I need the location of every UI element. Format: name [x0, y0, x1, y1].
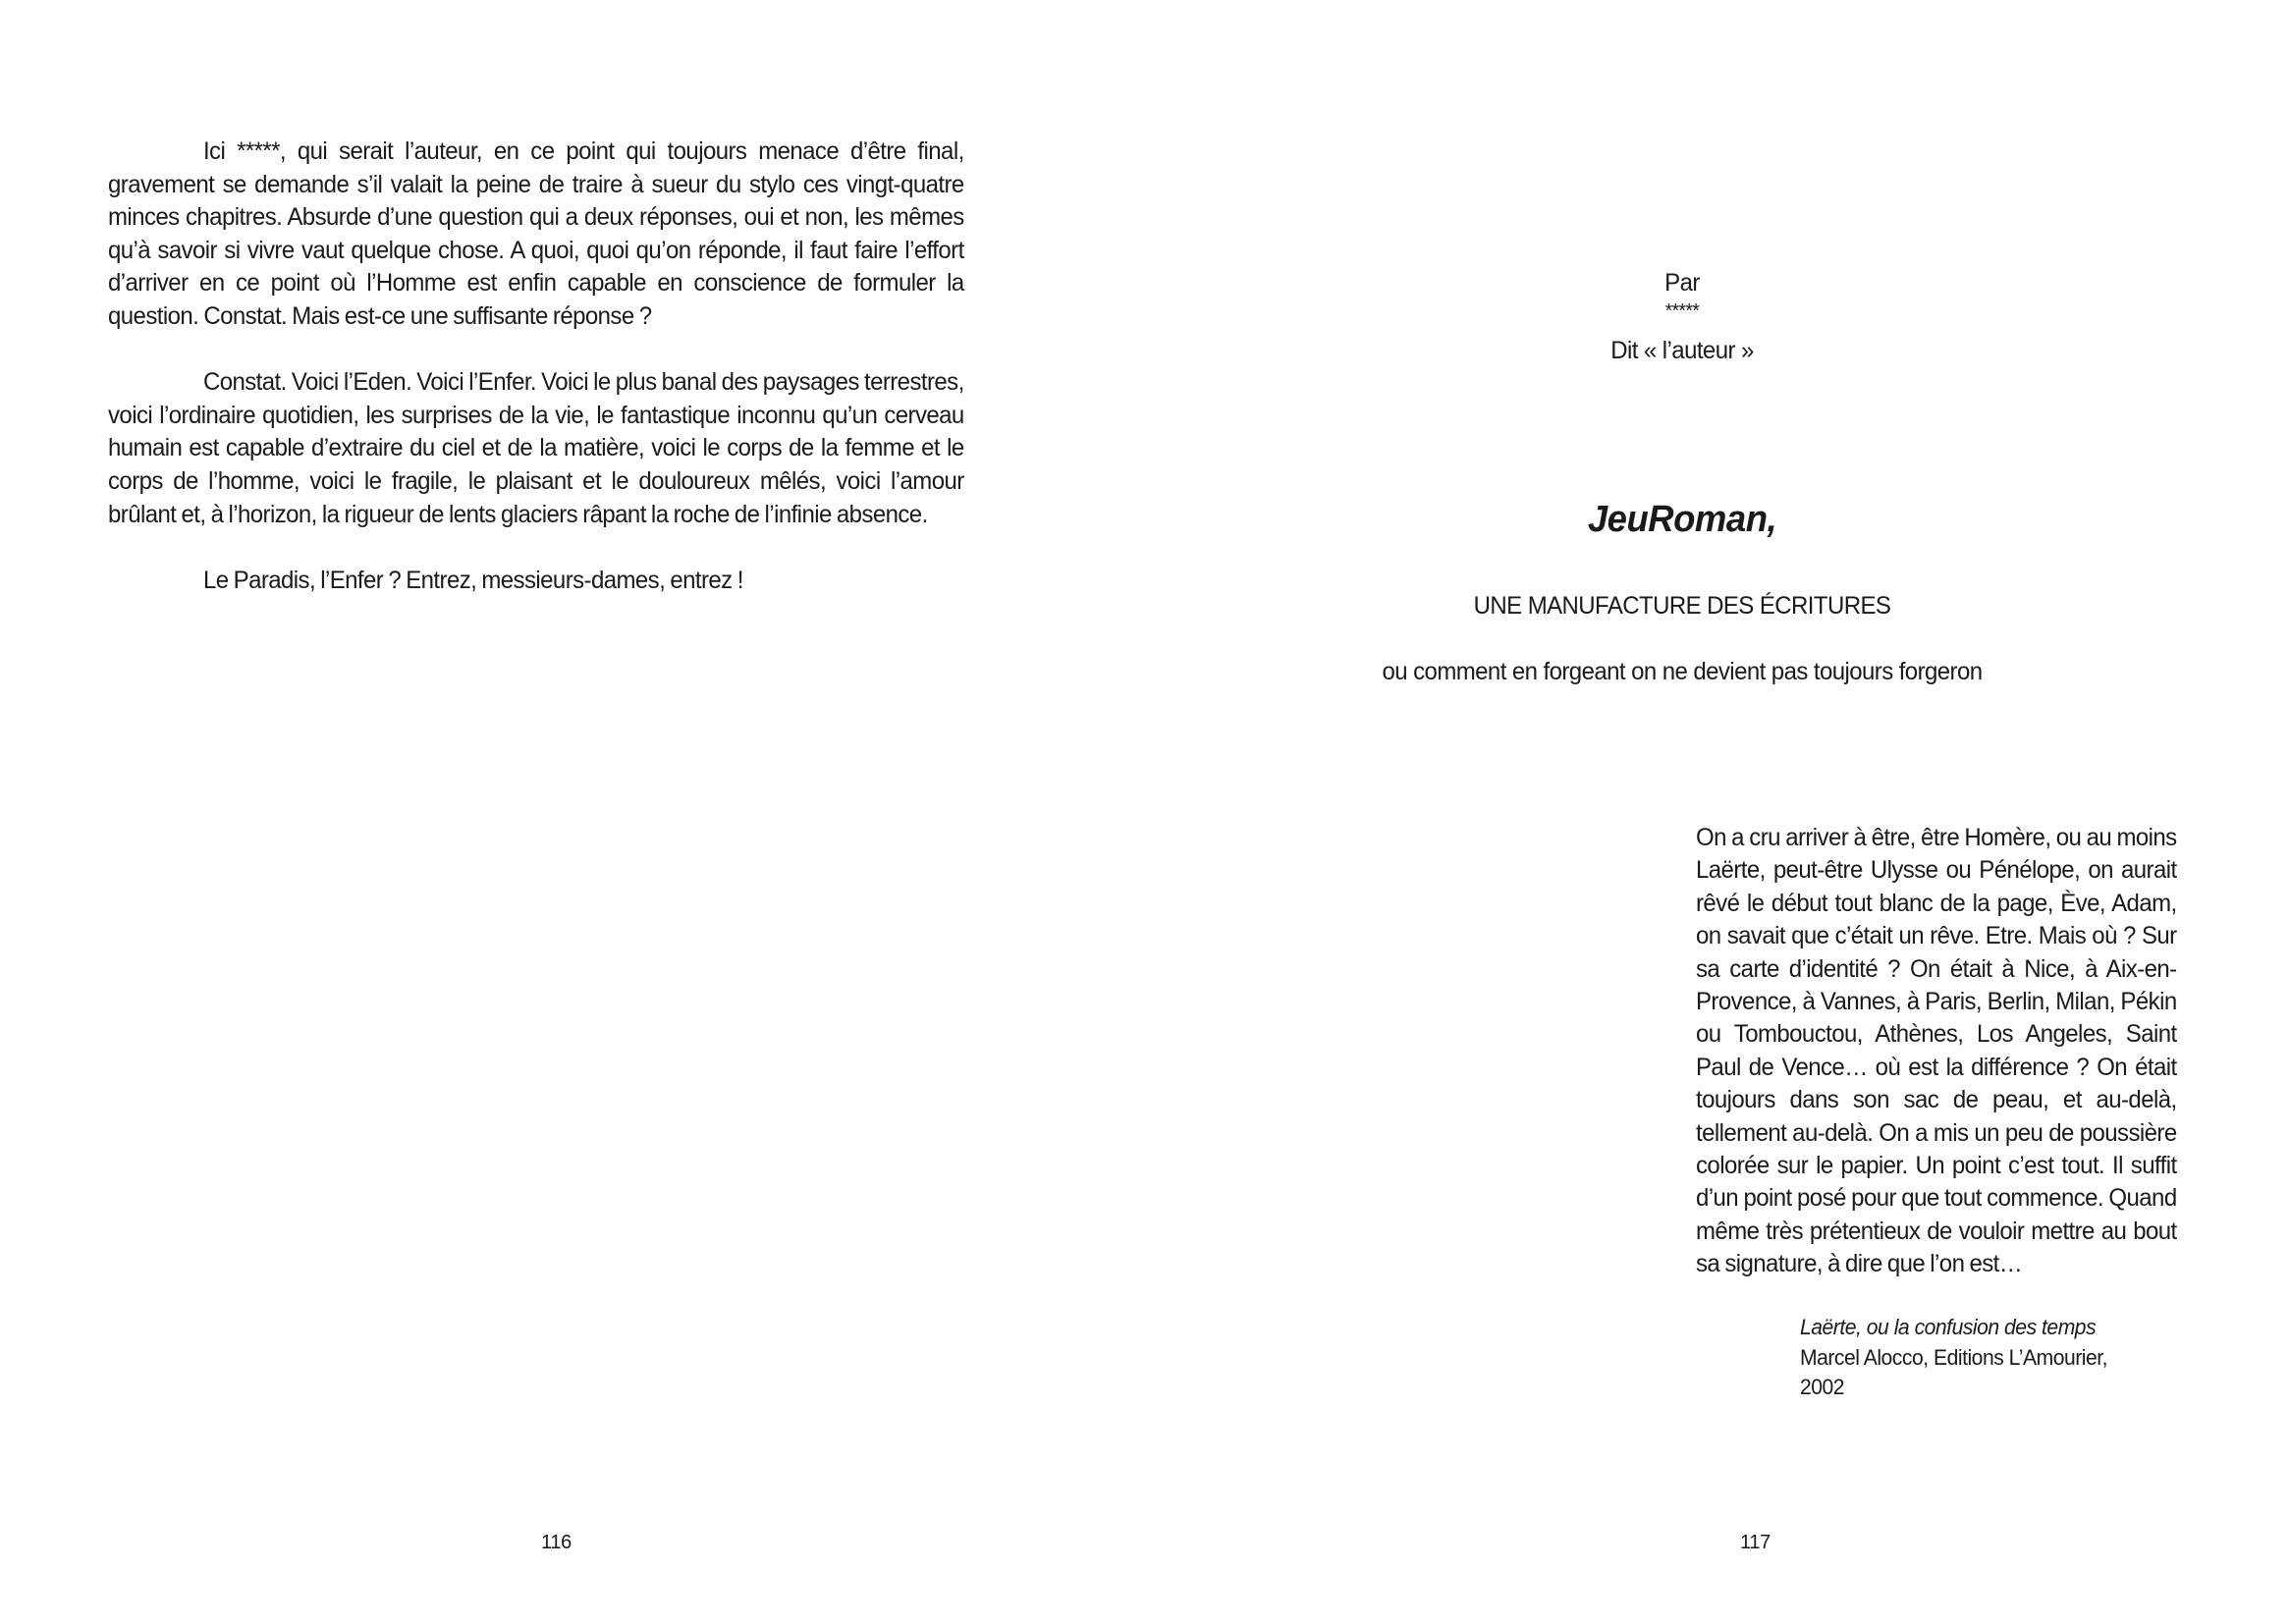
citation-publisher: Marcel Alocco, Editions L’Amourier, [1800, 1344, 2108, 1370]
paragraph-1: Ici *****, qui serait l’auteur, en ce point qui toujours menace d’être final, gravement se demande s’il valait la peine de traire à sueur du stylo ces vingt-quatre minces chapitres. Absurde d’une question qui a deux réponses, oui et non, les mêmes qu’à savoir si vivre vaut quelque chose. A quoi, quoi qu’on réponde, il faut faire l’effort d’arriver en ce point où l’Homme est enfin capable en conscience de formuler la question. Constat. Mais est-ce une suffisante réponse ? [108, 137, 964, 330]
citation-year: 2002 [1800, 1375, 1845, 1400]
by-label: Par [1664, 269, 1700, 297]
epigraph-citation [1800, 1313, 2140, 1403]
page-number-right: 117 [1740, 1532, 1771, 1553]
page-number-left: 116 [541, 1532, 572, 1553]
paragraph-3: Le Paradis, l’Enfer ? Entrez, messieurs-dames, entrez ! [202, 566, 743, 594]
book-subtitle: UNE MANUFACTURE DES ÉCRITURES [1473, 592, 1891, 620]
paragraph-2: Constat. Voici l’Eden. Voici l’Enfer. Voici le plus banal des paysages terrestres, voici l’ordinaire quotidien, les surprises de la vie, le fantastique inconnu qu’un cerveau humain est capable d’extraire du ciel et de la matière, voici le corps de la femme et le corps de l’homme, voici le fragile, le plaisant et le douloureux mêlés, voici l’amour brûlant et, à l’horizon, la rigueur de lents glaciers râpant la roche de l’infinie absence. [108, 368, 964, 528]
book-title: JeuRoman, [1587, 499, 1777, 540]
epigraph-text: On a cru arriver à être, être Homère, ou au moins Laërte, peut-être Ulysse ou Pénélope, on aurait rêvé le début tout blanc de la page, Ève, Adam, on savait que c’était un rêve. Etre. Mais où ? Sur sa carte d’identité ? On était à Nice, à Aix-en-Provence, à Vannes, à Paris, Berlin, Milan, Pékin ou Tombouctou, Athènes, Los Angeles, Saint Paul de Vence… où est la différence ? On était toujours dans son sac de peau, et au-delà, tellement au-delà. On a mis un peu de poussière colorée sur le papier. Un point c’est tout. Il suffit d’un point posé pour que tout commence. Quand même très prétentieux de vouloir mettre au bout sa signature, à dire que l’on est… [1696, 824, 2177, 1278]
left-page-body [108, 135, 964, 630]
citation-work: Laërte, ou la confusion des temps [1800, 1315, 2097, 1339]
left-page [0, 0, 1144, 1624]
book-tagline: ou comment en forgeant on ne devient pas toujours forgeron [1382, 658, 1983, 685]
author-alias: Dit « l’auteur » [1610, 337, 1754, 364]
author-stars: ***** [1664, 300, 1700, 322]
epigraph [1696, 822, 2177, 1281]
